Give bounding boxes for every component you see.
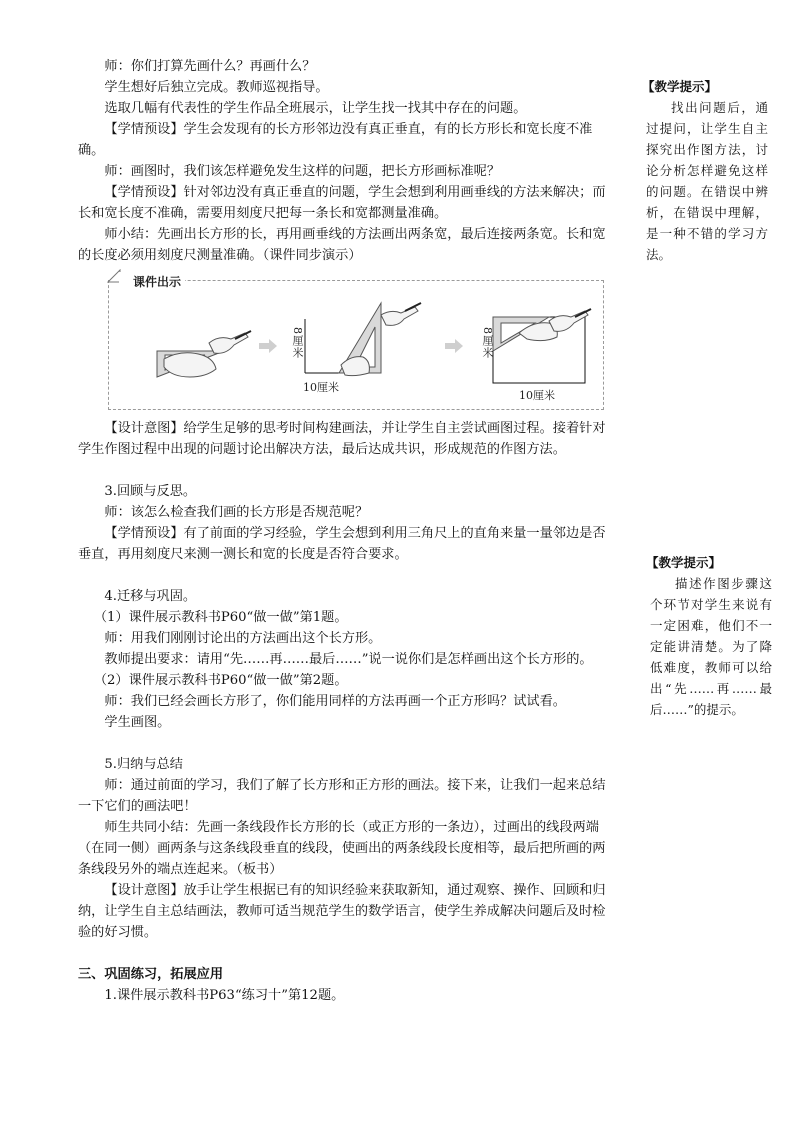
paragraph: （2）课件展示教科书P60“做一做”第2题。 [93, 673, 348, 688]
tip-body: 找出问题后，通过提问，让学生自主探究出作图方法，讨论分析怎样避免这样的问题。在错误中辨析，在错误中理解，是一种不错的学习方法。 [646, 100, 768, 262]
paragraph: 学生画图。 [104, 715, 171, 730]
paragraph: 师：画图时，我们该怎样避免发生这样的问题，把长方形画标准呢？ [104, 164, 501, 179]
height-label-step3: 8厘米 [481, 327, 494, 359]
paragraph: 1.课件展示教科书P63“练习十”第12题。 [104, 988, 345, 1003]
arrow-icon [445, 339, 463, 353]
paragraph: 教师提出要求：请用“先……再……最后……”说一说你们是怎样画出这个长方形的。 [104, 652, 593, 667]
section-heading: 5.归纳与总结 [104, 757, 183, 772]
teaching-tip-1 [642, 76, 768, 265]
step2-perpendicular-drawing [305, 303, 421, 376]
paragraph: 师：你们打算先画什么？再画什么？ [104, 59, 316, 74]
paragraph: 师小结：先画出长方形的长，再用画垂线的方法画出两条宽，最后连接两条宽。长和宽的长度必须用刻度尺测量准确。（课件同步演示） [78, 227, 606, 263]
paragraph: 【学情预设】学生会发现有的长方形邻边没有真正垂直，有的长方形长和宽长度不准确。 [78, 122, 593, 158]
paragraph: 师：用我们刚刚讨论出的方法画出这个长方形。 [104, 631, 382, 646]
figure-label: 课件出示 [119, 272, 185, 293]
step1-ruler-drawing [157, 331, 251, 377]
paragraph: 【设计意图】放手让学生根据已有的知识经验来获取新知，通过观察、操作、回顾和归纳，让学生自主总结画法，教师可适当规范学生的数学语言，使学生养成解决问题后及时检验的好习惯。 [78, 883, 606, 940]
tip-body: 描述作图步骤这个环节对学生来说有一定困难，他们不一定能讲清楚。为了降低难度，教师可以给出“先……再……最后……”的提示。 [650, 576, 772, 717]
paragraph: 【学情预设】有了前面的学习经验，学生会想到利用三角尺上的直角来量一量邻边是否垂直，再用刻度尺来测一测长和宽的长度是否符合要求。 [78, 526, 606, 562]
paragraph: 学生想好后独立完成。教师巡视指导。 [104, 80, 329, 95]
teaching-tip-2 [646, 552, 772, 720]
paragraph: 师：该怎么检查我们画的长方形是否规范呢？ [104, 505, 369, 520]
step3-rectangle-drawing [493, 309, 591, 383]
section-title: 三、巩固练习，拓展应用 [78, 967, 224, 982]
paragraph: 师：通过前面的学习，我们了解了长方形和正方形的画法。接下来，让我们一起来总结一下它们的画法吧！ [78, 778, 606, 814]
paragraph: 【学情预设】针对邻边没有真正垂直的问题，学生会想到利用画垂线的方法来解决；而长和宽长度不准确，需要用刻度尺把每一条长和宽都测量准确。 [78, 185, 606, 221]
arrow-icon [259, 339, 277, 353]
height-label-step2: 8厘米 [291, 327, 304, 359]
section-heading: 3.回顾与反思。 [104, 484, 197, 499]
tip-title: 【教学提示】 [642, 79, 718, 94]
section-heading: 4.迁移与巩固。 [104, 589, 197, 604]
main-content [78, 56, 608, 1006]
width-label-step3: 10厘米 [519, 389, 555, 402]
paragraph: （1）课件展示教科书P60“做一做”第1题。 [93, 610, 348, 625]
paragraph: 【设计意图】给学生足够的思考时间构建画法，并让学生自主尝试画图过程。接着针对学生作图过程中出现的问题讨论出解决方法，最后达成共识，形成规范的作图方法。 [78, 421, 606, 457]
paragraph: 选取几幅有代表性的学生作品全班展示，让学生找一找其中存在的问题。 [104, 101, 527, 116]
tip-title: 【教学提示】 [646, 555, 722, 570]
paragraph: 师生共同小结：先画一条线段作长方形的长（或正方形的一条边），过画出的线段两端（在同一侧）画两条与这条线段垂直的线段，使画出的两条线段长度相等，最后把所画的两条线段另外的端点连起来。（板书） [78, 820, 606, 877]
courseware-figure [108, 275, 604, 410]
width-label-step2: 10厘米 [303, 381, 339, 394]
paragraph: 师：我们已经会画长方形了，你们能用同样的方法再画一个正方形吗？试试看。 [104, 694, 566, 709]
